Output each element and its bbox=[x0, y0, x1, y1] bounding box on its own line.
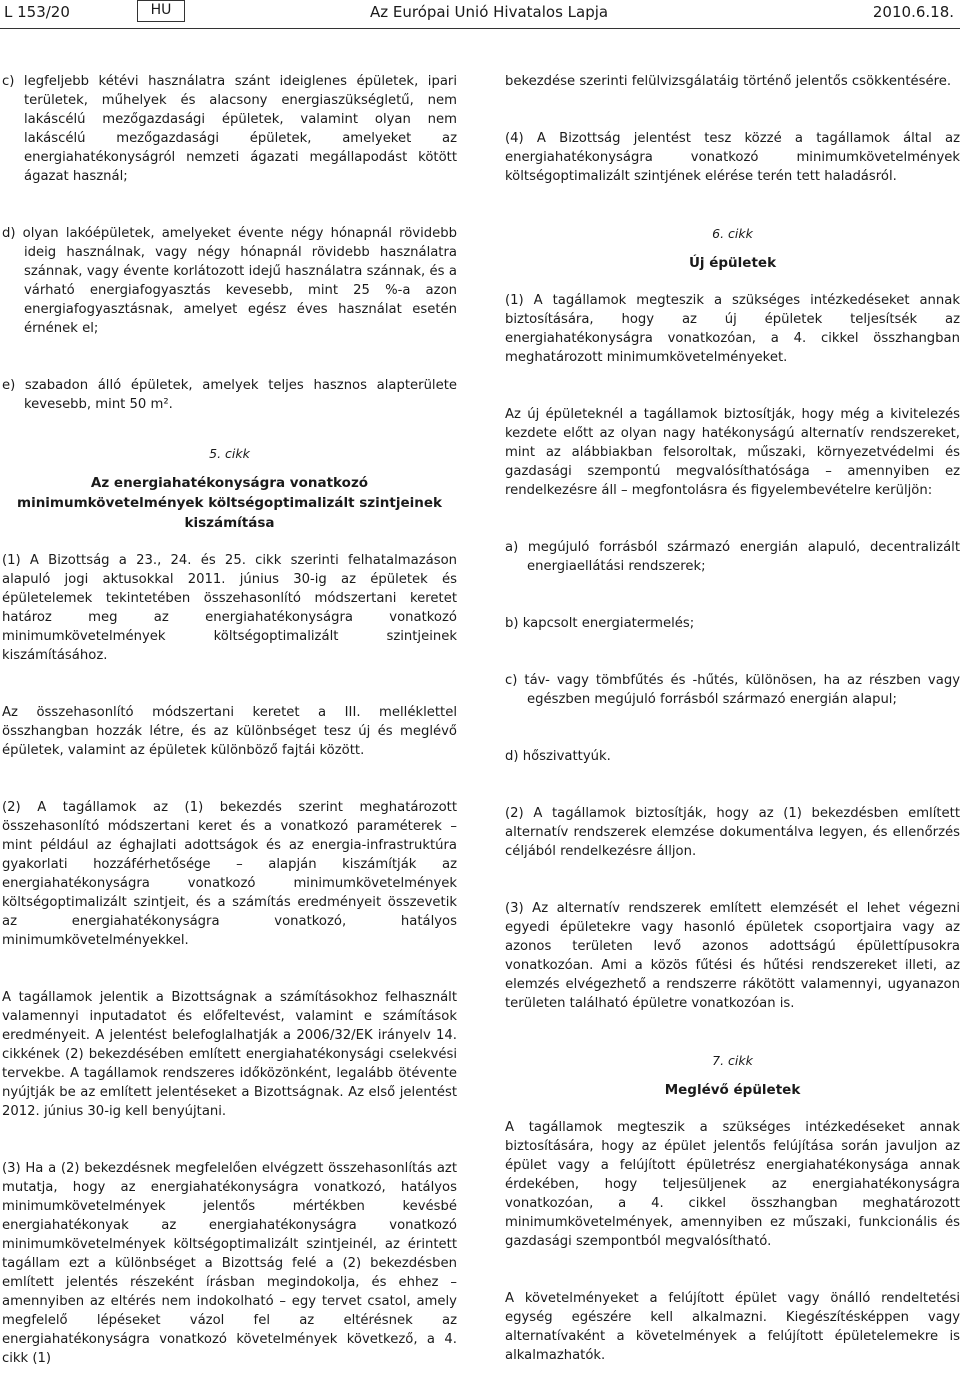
article-5-title: Az energiahatékonyságra vonatkozó minimumkövetelmények költségoptimalizált szintjeinek kiszámítása bbox=[17, 475, 442, 531]
list-item-d-right: d) hőszivattyúk. bbox=[505, 749, 611, 764]
paragraph-5-2b: A tagállamok jelentik a Bizottságnak a számításokhoz felhasznált valamennyi inputadatot és előfeltevést, valamint e számítások eredményeit. A jelentést belefoglalhatják a 2006/32/EK irányelv 14. cikkének (2) bekezdésében említett energiahatékonysági cselekvési tervekbe. A tagállamok rendszeres időközönként, legalább ötévente nyújtják be az említett jelentéseket a Bizottságnak. Az első jelentést 2012. június 30-ig kell benyújtani. bbox=[2, 990, 457, 1119]
header-rule bbox=[0, 28, 960, 29]
list-item-a: a) megújuló forrásból származó energián alapuló, decentralizált energiaellátási rendszerek; bbox=[505, 540, 960, 574]
article-5-number: 5. cikk bbox=[209, 446, 250, 461]
paragraph-6-1: (1) A tagállamok megteszik a szükséges intézkedéseket annak biztosítására, hogy az új épületek teljesítsék az energiahatékonyságra vonatkozóan, a 4. cikkel összhangban meghatározott minimumkövetelményeket. bbox=[505, 293, 960, 365]
journal-title: Az Európai Unió Hivatalos Lapja bbox=[370, 3, 609, 21]
paragraph-7-1: A tagállamok megteszik a szükséges intézkedéseket annak biztosítására, hogy az épület jelentős felújítása során javuljon az épület vagy a felújított épületrész energiahatékonysága annak érdekében, hogy teljesüljenek az energiahatékonyságra vonatkozóan, a 4. cikkel összhangban meghatározott minimumkövetelmények, amennyiben ez műszaki, funkcionális és gazdasági szempontból megvalósítható. bbox=[505, 1120, 960, 1249]
paragraph-6-2: (2) A tagállamok biztosítják, hogy az (1) bekezdésben említett alternatív rendszerek elemzése dokumentálva legyen, és ellenőrzés céljából rendelkezésre álljon. bbox=[505, 806, 960, 859]
paragraph-5-1b: Az összehasonlító módszertani keretet a III. melléklettel összhangban hozzák létre, és az különbséget tesz új és meglévő épületek, valamint az épületek különböző fajtái között. bbox=[2, 705, 457, 758]
right-column bbox=[505, 72, 960, 1365]
list-item-c: c) legfeljebb kétévi használatra szánt ideiglenes épületek, ipari területek, műhelyek és alacsony energiaszükségletű, nem lakáscélú mezőgazdasági épületek, valamint olyan nem lakáscélú mezőgazdasági épületek, amelyeket az energiahatékonyságról nemzeti ágazati megállapodást kötött ágazat használ; bbox=[2, 74, 457, 184]
list-item-d: d) olyan lakóépületek, amelyeket évente négy hónapnál rövidebb ideig használnak, vagy négy hónapnál rövidebb használatra szánnak, vagy évente korlátozott idejű használatra szánnak, és a várható energiafogyasztás kevesebb, mint 25 %-a azon energiafogyasztásnak, amelyet egész éves használat esetén érnének el; bbox=[2, 226, 457, 336]
left-column bbox=[2, 72, 457, 1368]
article-7-number: 7. cikk bbox=[712, 1053, 753, 1068]
list-item-c-right: c) táv- vagy tömbfűtés és -hűtés, különösen, ha az részben vagy egészben megújuló forrásból származó energián alapul; bbox=[505, 673, 960, 707]
list-item-e: e) szabadon álló épületek, amelyek teljes hasznos alapterülete kevesebb, mint 50 m². bbox=[2, 378, 457, 412]
page-number: L 153/20 bbox=[4, 3, 70, 21]
paragraph-6-1b: Az új épületeknél a tagállamok biztosítják, hogy még a kivitelezés kezdete előtt az olyan nagy hatékonyságú alternatív rendszereket, mint az alábbiakban felsoroltak, műszaki, környezetvédelmi és gazdasági szempontú megvalósíthatósága – amennyiben ez rendelkezésre áll – megfontolásra és figyelembevételre kerüljön: bbox=[505, 407, 960, 498]
article-6-number: 6. cikk bbox=[712, 226, 753, 241]
paragraph-7-2: A követelményeket a felújított épület vagy önálló rendeltetési egység egészére kell alkalmazni. Kiegészítésképpen vagy alternatívaként a követelmények a felújított épületelemekre is alkalmazhatók. bbox=[505, 1291, 960, 1363]
list-item-b: b) kapcsolt energiatermelés; bbox=[505, 616, 695, 631]
article-7-title: Meglévő épületek bbox=[664, 1082, 801, 1098]
paragraph-5-4: (4) A Bizottság jelentést tesz közzé a tagállamok által az energiahatékonyságra vonatkozó minimumkövetelmények költségoptimalizált szintjének elérése terén tett haladásról. bbox=[505, 131, 960, 184]
language-badge: HU bbox=[137, 0, 185, 22]
paragraph-5-3: (3) Ha a (2) bekezdésnek megfelelően elvégzett összehasonlítás azt mutatja, hogy az energiahatékonyságra vonatkozó, hatályos minimumkövetelmények jelentős mértékben kevésbé energiahatékonyak az energiahatékonyságra vonatkozó minimumkövetelmények költségoptimalizált szintjeinél, az érintett tagállam ezt a különbséget a Bizottság felé a (2) bekezdésben említett jelentés részeként írásban megindokolja, és ehhez – amennyiben az eltérés nem indokolható – egy tervet csatol, amely megfelelő lépéseket vázol fel az eltérésnek az energiahatékonyságra vonatkozó követelmények következő, a 4. cikk (1) bbox=[2, 1161, 457, 1366]
article-6-title: Új épületek bbox=[688, 255, 777, 271]
paragraph-6-3: (3) Az alternatív rendszerek említett elemzését el lehet végezni egyedi épületekre vagy hasonló épületek csoportjaira vagy az azonos területen levő azonos adottságú épülettípusokra vonatkozóan. Ami a közös fűtési és hűtési rendszereket illeti, az elemzés elvégezhető a rendszerre rákötött valamennyi, ugyanazon területen található épületre vonatkozóan is. bbox=[505, 901, 960, 1011]
paragraph-5-1: (1) A Bizottság a 23., 24. és 25. cikk szerinti felhatalmazáson alapuló jogi aktusokkal 2011. június 30-ig az épületek és épületelemek tekintetében összehasonlító módszertani keretet határoz meg az energiahatékonyságra vonatkozó minimumkövetelmények költségoptimalizált szintjeinek kiszámításához. bbox=[2, 553, 457, 663]
paragraph-continuation: bekezdése szerinti felülvizsgálatáig történő jelentős csökkentésére. bbox=[505, 74, 952, 89]
page-header bbox=[0, 0, 960, 32]
publication-date: 2010.6.18. bbox=[872, 3, 954, 21]
paragraph-5-2: (2) A tagállamok az (1) bekezdés szerint meghatározott összehasonlító módszertani keret és a vonatkozó paraméterek – mint például az éghajlati adottságok és az energia-infrastruktúra gyakorlati hozzáférhetősége – alapján kiszámítják az energiahatékonyságra vonatkozó minimumkövetelmények költségoptimalizált szintjeit, és a számítás eredményeit összevetik az energiahatékonyságra vonatkozó, hatályos minimumkövetelményekkel. bbox=[2, 800, 457, 948]
